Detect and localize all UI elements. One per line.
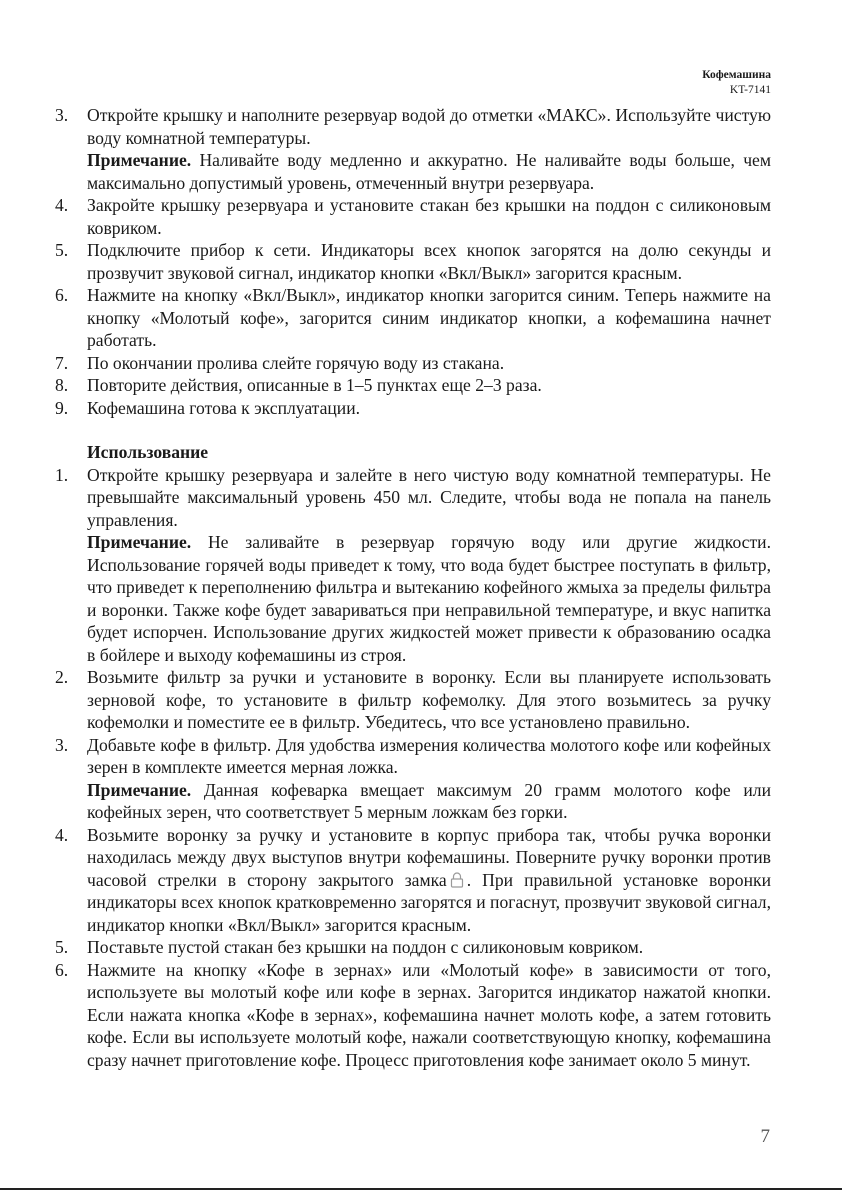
step-number: 6. — [55, 959, 69, 980]
page-content — [55, 104, 771, 1071]
step-text-after-icon: . При правильной установке воронки индикаторы всех кнопок кратковременно загорятся и погаснут, прозвучит звуковой сигнал, индикатор кнопки «Вкл/Выкл» загорится красным. — [87, 869, 771, 935]
usage-steps-list — [55, 464, 771, 1072]
bottom-rule — [0, 1188, 842, 1190]
note-label: Примечание. — [87, 779, 192, 800]
step-text — [87, 824, 771, 937]
section-spacer — [55, 419, 771, 441]
step-text-before-icon: Возьмите воронку за ручку и установите в корпус прибора так, чтобы ручка воронки находилась между двух выступов внутри кофемашины. Поверните ручку воронки против часовой стрелки в сторону закрытого замка — [87, 824, 771, 890]
step-number: 7. — [55, 352, 69, 373]
section-heading-usage: Использование — [87, 442, 209, 462]
step-text: Кофемашина готова к эксплуатации. — [87, 397, 361, 418]
step-note — [87, 779, 771, 824]
step-text: По окончании пролива слейте горячую воду из стакана. — [87, 352, 505, 373]
step-number: 2. — [55, 667, 69, 687]
note-text: Данная кофеварка вмещает максимум 20 грамм молотого кофе или кофейных зерен, что соответствует 5 мерным ложкам без горки. — [87, 779, 771, 822]
list-item — [55, 284, 771, 352]
page-header — [702, 68, 771, 98]
step-number: 5. — [55, 240, 69, 260]
step-number: 8. — [55, 375, 69, 395]
note-text: Наливайте воду медленно и аккуратно. Не наливайте воды больше, чем максимально допустимый уровень, отмеченный внутри резервуара. — [87, 150, 771, 193]
lock-icon — [450, 871, 464, 887]
list-item — [55, 959, 771, 1072]
step-text: Подключите прибор к сети. Индикаторы всех кнопок загорятся на долю секунды и прозвучит звуковой сигнал, индикатор кнопки «Вкл/Выкл» загорится красным. — [87, 240, 771, 283]
step-number: 3. — [55, 105, 69, 125]
step-text: Нажмите на кнопку «Вкл/Выкл», индикатор кнопки загорится синим. Теперь нажмите на кнопку «Молотый кофе», загорится синим индикатор кнопки, а кофемашина начнет работать. — [87, 285, 771, 350]
step-text: Нажмите на кнопку «Кофе в зернах» или «Молотый кофе» в зависимости от того, используете вы молотый кофе или кофе в зернах. Загорится индикатор нажатой кнопки. Если нажата кнопка «Кофе в зернах», кофемашина начнет молоть кофе, а затем готовить кофе. Если вы используете молотый кофе, нажали соответствующую кнопку, кофемашина сразу начнет приготовление кофе. Процесс приготовления кофе занимает около 5 минут. — [87, 959, 771, 1070]
step-note — [87, 531, 771, 666]
product-title: Кофемашина — [702, 69, 771, 81]
list-item — [55, 936, 771, 959]
note-label: Примечание. — [87, 150, 192, 170]
step-number: 1. — [55, 464, 69, 485]
step-text: Поставьте пустой стакан без крышки на поддон с силиконовым ковриком. — [87, 937, 644, 957]
list-item — [55, 464, 771, 667]
list-item — [55, 104, 771, 194]
step-number: 4. — [55, 195, 69, 215]
setup-steps-list — [55, 104, 771, 419]
step-text: Возьмите фильтр за ручки и установите в воронку. Если вы планируете использовать зерновой кофе, то установите в фильтр кофемолку. Для этого возьмитесь за ручку кофемолки и поместите ее в фильтр. Убедитесь, что все установлено правильно. — [87, 667, 771, 732]
list-item — [55, 734, 771, 824]
note-label: Примечание. — [87, 532, 192, 552]
step-text: Повторите действия, описанные в 1–5 пунктах еще 2–3 раза. — [87, 375, 542, 395]
list-item — [55, 352, 771, 375]
step-number: 4. — [55, 824, 69, 845]
step-text: Откройте крышку и наполните резервуар водой до отметки «МАКС». Используйте чистую воду комнатной температуры. — [87, 105, 771, 148]
list-item — [55, 397, 771, 420]
list-item — [55, 194, 771, 239]
product-model: KT-7141 — [729, 84, 771, 96]
step-number: 6. — [55, 285, 69, 305]
step-text: Откройте крышку резервуара и залейте в него чистую воду комнатной температуры. Не превышайте максимальный уровень 450 мл. Следите, чтобы вода не попала на панель управления. — [87, 464, 771, 530]
list-item — [55, 824, 771, 937]
step-text: Добавьте кофе в фильтр. Для удобства измерения количества молотого кофе или кофейных зерен в комплекте имеется мерная ложка. — [87, 734, 771, 777]
step-number: 5. — [55, 937, 69, 957]
step-number: 9. — [55, 397, 69, 418]
note-text: Не заливайте в резервуар горячую воду или другие жидкости. Использование горячей воды приведет к тому, что вода будет быстрее поступать в фильтр, что приведет к переполнению фильтра и вытеканию кофейного жмыха за пределы фильтра и воронки. Также кофе будет завариваться при неправильной температуре, и вкус напитка будет испорчен. Использование других жидкостей может привести к образованию осадка в бойлере и выходу кофемашины из строя. — [87, 532, 771, 665]
list-item — [55, 374, 771, 397]
page-number: 7 — [760, 1126, 770, 1147]
step-text: Закройте крышку резервуара и установите стакан без крышки на поддон с силиконовым ковриком. — [87, 195, 771, 238]
step-note — [87, 149, 771, 194]
step-number: 3. — [55, 734, 69, 755]
list-item — [55, 239, 771, 284]
list-item — [55, 666, 771, 734]
